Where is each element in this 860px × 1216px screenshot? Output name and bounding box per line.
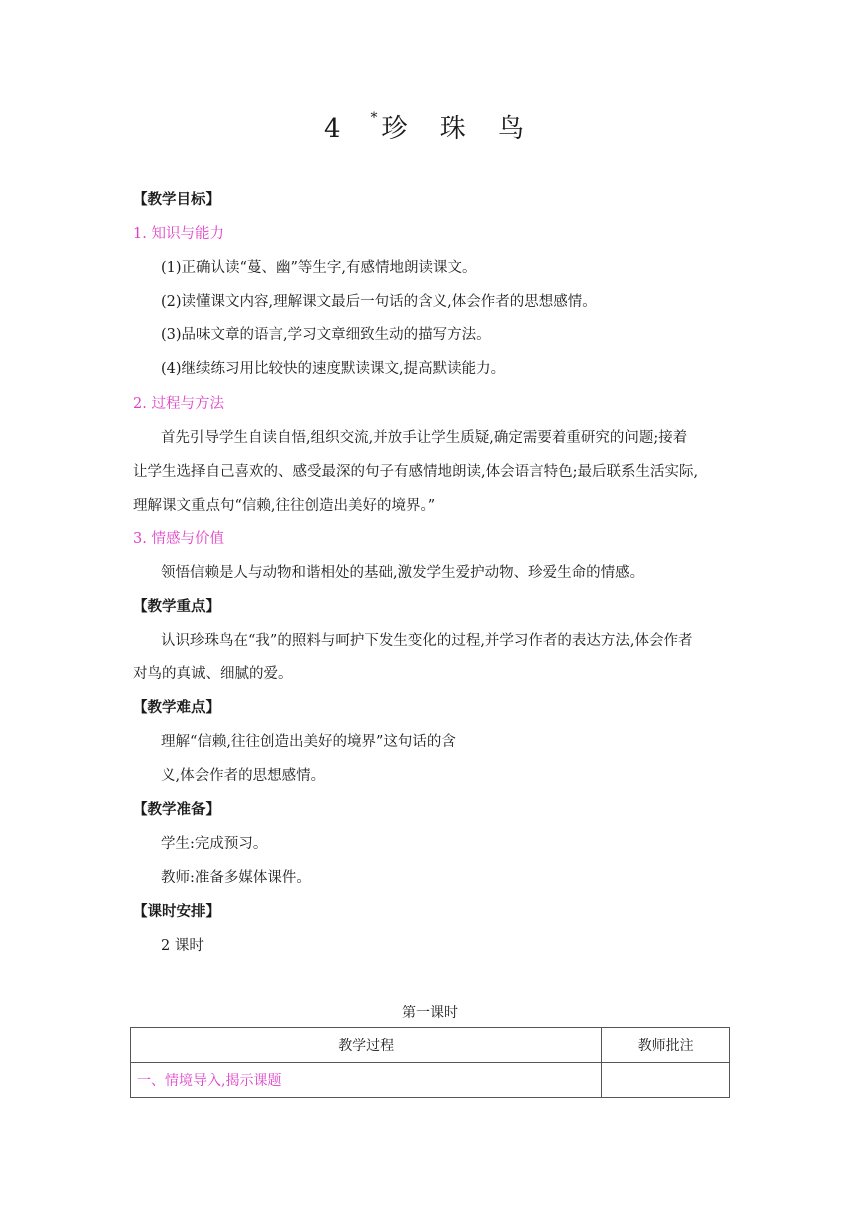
page-title: [0, 108, 860, 145]
table-row: [131, 1063, 730, 1098]
difficulty-heading: 【教学难点】: [133, 699, 220, 716]
key-heading: 【教学重点】: [133, 598, 220, 615]
goal2-line: 理解课文重点句“信赖,往往创造出美好的境界。”: [133, 498, 436, 514]
lesson-title-text: 珍 珠 鸟: [381, 114, 537, 144]
key-line: 对鸟的真诚、细腻的爱。: [133, 666, 293, 682]
goal1-item: (1)正确认读“蔓、幽”等生字,有感情地朗读课文。: [161, 260, 477, 276]
goal1-item: (3)品味文章的语言,学习文章细致生动的描写方法。: [161, 327, 491, 343]
goal2-heading: 2. 过程与方法: [133, 396, 224, 412]
table-header-row: [131, 1028, 730, 1063]
goal2-line: 让学生选择自己喜欢的、感受最深的句子有感情地朗读,体会语言特色;最后联系生活实际,: [133, 464, 699, 480]
lesson-number: 4: [323, 114, 343, 144]
goal1-heading: 1. 知识与能力: [133, 226, 224, 242]
self-study-star: *: [370, 110, 380, 126]
prep-teacher: 教师:准备多媒体课件。: [161, 870, 311, 886]
schedule-heading: 【课时安排】: [133, 903, 220, 920]
schedule-text: 2 课时: [161, 938, 204, 954]
difficulty-line: 义,体会作者的思想感情。: [161, 768, 326, 784]
notes-cell: [602, 1063, 730, 1098]
difficulty-line: 理解“信赖,往往创造出美好的境界”这句话的含: [161, 734, 456, 750]
prep-heading: 【教学准备】: [133, 801, 220, 818]
goal1-item: (4)继续练习用比较快的速度默读课文,提高默读能力。: [161, 361, 506, 377]
goal1-item: (2)读懂课文内容,理解课文最后一句话的含义,体会作者的思想感情。: [161, 294, 597, 310]
col-process-header: 教学过程: [131, 1028, 602, 1063]
goal3-heading: 3. 情感与价值: [133, 531, 224, 547]
goals-heading: 【教学目标】: [133, 191, 220, 208]
key-line: 认识珍珠鸟在“我”的照料与呵护下发生变化的过程,并学习作者的表达方法,体会作者: [161, 633, 693, 649]
lesson-table: [130, 1027, 730, 1098]
goal2-line: 首先引导学生自读自悟,组织交流,并放手让学生质疑,确定需要着重研究的问题;接着: [161, 430, 688, 446]
goal3-text: 领悟信赖是人与动物和谐相处的基础,激发学生爱护动物、珍爱生命的情感。: [161, 565, 645, 581]
lesson-caption: 第一课时: [402, 1005, 458, 1021]
col-notes-header: 教师批注: [602, 1028, 730, 1063]
process-step: 一、情境导入,揭示课题: [131, 1063, 602, 1098]
prep-student: 学生:完成预习。: [161, 836, 268, 852]
